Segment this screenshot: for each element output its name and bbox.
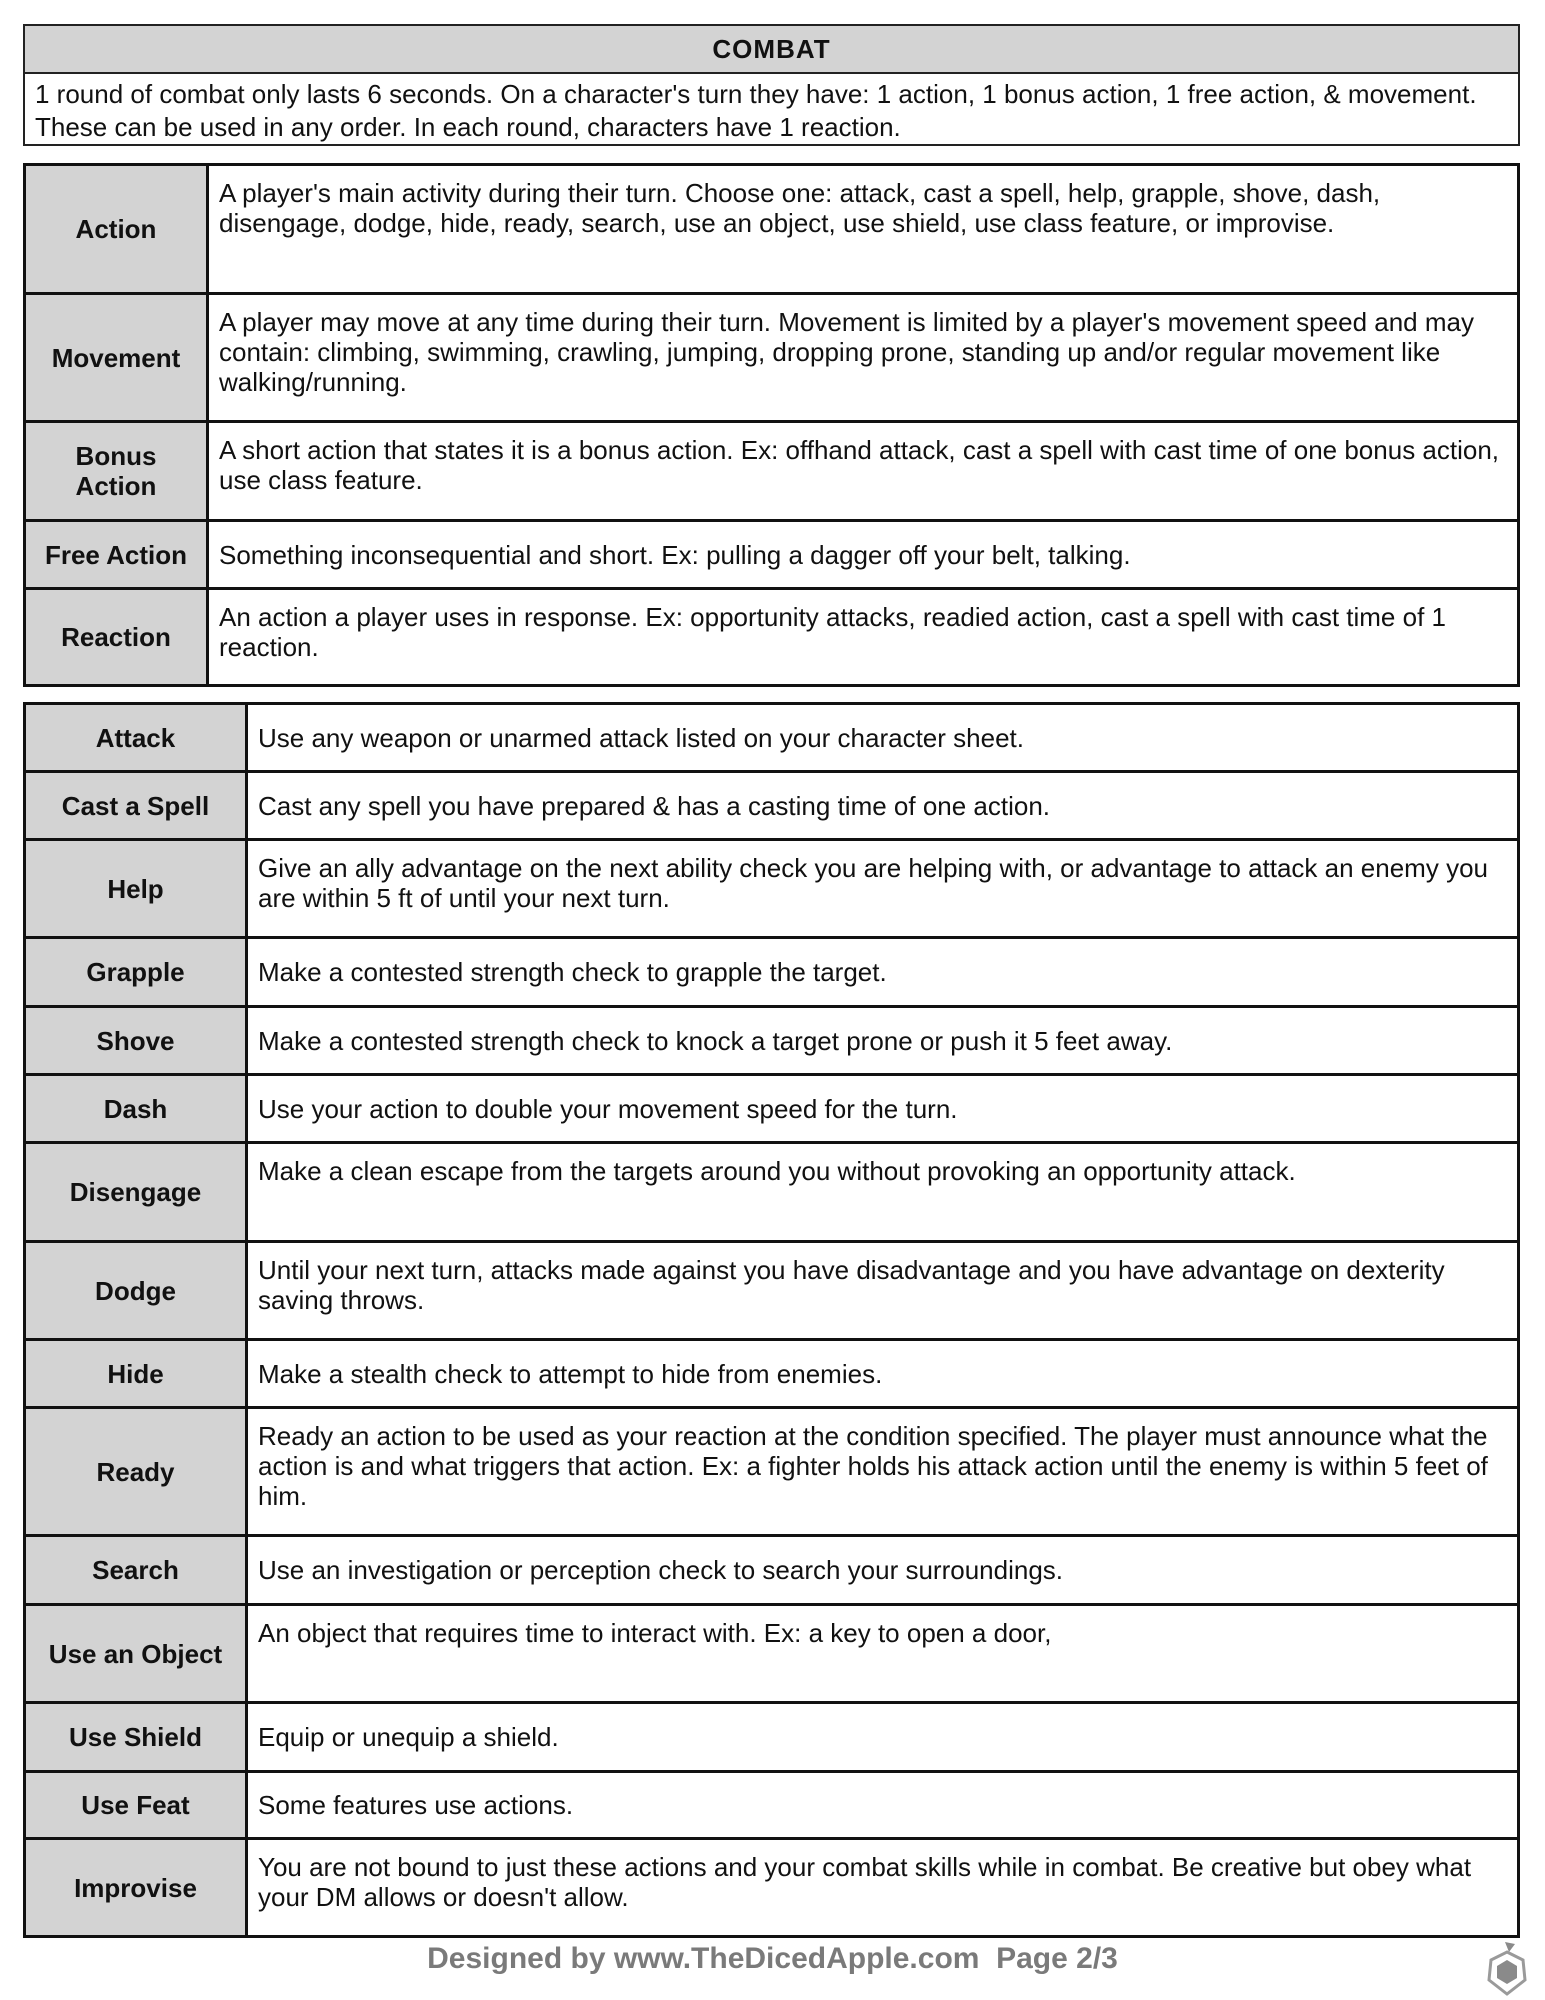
row-description: Some features use actions. bbox=[247, 1772, 1519, 1839]
table-row bbox=[25, 1703, 1519, 1772]
row-label: Use Shield bbox=[25, 1703, 247, 1772]
intro-text: 1 round of combat only lasts 6 seconds. On a character's turn they have: 1 action, 1 bonus action, 1 free action, & movement. These can be used in any order. In each round, characters have 1 reaction. bbox=[35, 79, 1477, 142]
row-description: A player's main activity during their turn. Choose one: attack, cast a spell, help, grapple, shove, dash, disengage, dodge, hide, ready, search, use an object, use shield, use class feature, or improvise. bbox=[208, 165, 1519, 294]
table-row bbox=[25, 1242, 1519, 1340]
row-description: Cast any spell you have prepared & has a casting time of one action. bbox=[247, 772, 1519, 840]
row-label: Action bbox=[25, 165, 208, 294]
table-row bbox=[25, 1340, 1519, 1408]
row-description: Use an investigation or perception check to search your surroundings. bbox=[247, 1536, 1519, 1605]
row-label: Hide bbox=[25, 1340, 247, 1408]
row-label: Improvise bbox=[25, 1839, 247, 1937]
row-label: Movement bbox=[25, 294, 208, 422]
table-row bbox=[25, 1605, 1519, 1703]
row-description: Make a stealth check to attempt to hide from enemies. bbox=[247, 1340, 1519, 1408]
table-row bbox=[25, 1007, 1519, 1075]
table-row bbox=[25, 938, 1519, 1007]
row-label: Reaction bbox=[25, 589, 208, 686]
table-row bbox=[25, 422, 1519, 521]
row-description: Make a contested strength check to knock a target prone or push it 5 feet away. bbox=[247, 1007, 1519, 1075]
row-description: Until your next turn, attacks made against you have disadvantage and you have advantage on dexterity saving throws. bbox=[247, 1242, 1519, 1340]
row-description: An object that requires time to interact with. Ex: a key to open a door, bbox=[247, 1605, 1519, 1703]
table-row bbox=[25, 1143, 1519, 1242]
row-label: Bonus Action bbox=[25, 422, 208, 521]
table-row bbox=[25, 840, 1519, 938]
row-description: An action a player uses in response. Ex: opportunity attacks, readied action, cast a spell with cast time of 1 reaction. bbox=[208, 589, 1519, 686]
table-row bbox=[25, 1408, 1519, 1536]
row-description: Use your action to double your movement speed for the turn. bbox=[247, 1075, 1519, 1143]
row-label: Attack bbox=[25, 704, 247, 772]
row-description: A short action that states it is a bonus action. Ex: offhand attack, cast a spell with cast time of one bonus action, use class feature. bbox=[208, 422, 1519, 521]
table-row bbox=[25, 1075, 1519, 1143]
page-title: COMBAT bbox=[25, 26, 1518, 74]
row-description: Make a clean escape from the targets around you without provoking an opportunity attack. bbox=[247, 1143, 1519, 1242]
table-row bbox=[25, 1839, 1519, 1937]
row-label: Cast a Spell bbox=[25, 772, 247, 840]
turn-components-table bbox=[23, 163, 1520, 687]
row-label: Dodge bbox=[25, 1242, 247, 1340]
row-description: Something inconsequential and short. Ex: pulling a dagger off your belt, talking. bbox=[208, 521, 1519, 589]
diced-apple-logo-icon bbox=[1485, 1940, 1529, 1996]
table-row bbox=[25, 1536, 1519, 1605]
row-label: Use Feat bbox=[25, 1772, 247, 1839]
combat-intro-box bbox=[23, 24, 1520, 146]
row-description: A player may move at any time during their turn. Movement is limited by a player's movement speed and may contain: climbing, swimming, crawling, jumping, dropping prone, standing up and/or regular movement like walking/running. bbox=[208, 294, 1519, 422]
table-row bbox=[25, 589, 1519, 686]
table-row bbox=[25, 165, 1519, 294]
actions-table bbox=[23, 702, 1520, 1938]
row-label: Shove bbox=[25, 1007, 247, 1075]
row-label: Search bbox=[25, 1536, 247, 1605]
row-description: Make a contested strength check to grapple the target. bbox=[247, 938, 1519, 1007]
table-row bbox=[25, 704, 1519, 772]
table-row bbox=[25, 521, 1519, 589]
row-description: Use any weapon or unarmed attack listed on your character sheet. bbox=[247, 704, 1519, 772]
row-label: Ready bbox=[25, 1408, 247, 1536]
row-description: Equip or unequip a shield. bbox=[247, 1703, 1519, 1772]
footer-text: Designed by www.TheDicedApple.com Page 2/3 bbox=[427, 1942, 1118, 1975]
table-row bbox=[25, 772, 1519, 840]
row-label: Grapple bbox=[25, 938, 247, 1007]
row-label: Dash bbox=[25, 1075, 247, 1143]
row-description: You are not bound to just these actions and your combat skills while in combat. Be creative but obey what your DM allows or doesn't allow. bbox=[247, 1839, 1519, 1937]
table-row bbox=[25, 1772, 1519, 1839]
row-description: Give an ally advantage on the next ability check you are helping with, or advantage to attack an enemy you are within 5 ft of until your next turn. bbox=[247, 840, 1519, 938]
row-label: Disengage bbox=[25, 1143, 247, 1242]
row-label: Help bbox=[25, 840, 247, 938]
table-row bbox=[25, 294, 1519, 422]
row-label: Use an Object bbox=[25, 1605, 247, 1703]
row-description: Ready an action to be used as your reaction at the condition specified. The player must announce what the action is and what triggers that action. Ex: a fighter holds his attack action until the enemy is within 5 feet of him. bbox=[247, 1408, 1519, 1536]
row-label: Free Action bbox=[25, 521, 208, 589]
